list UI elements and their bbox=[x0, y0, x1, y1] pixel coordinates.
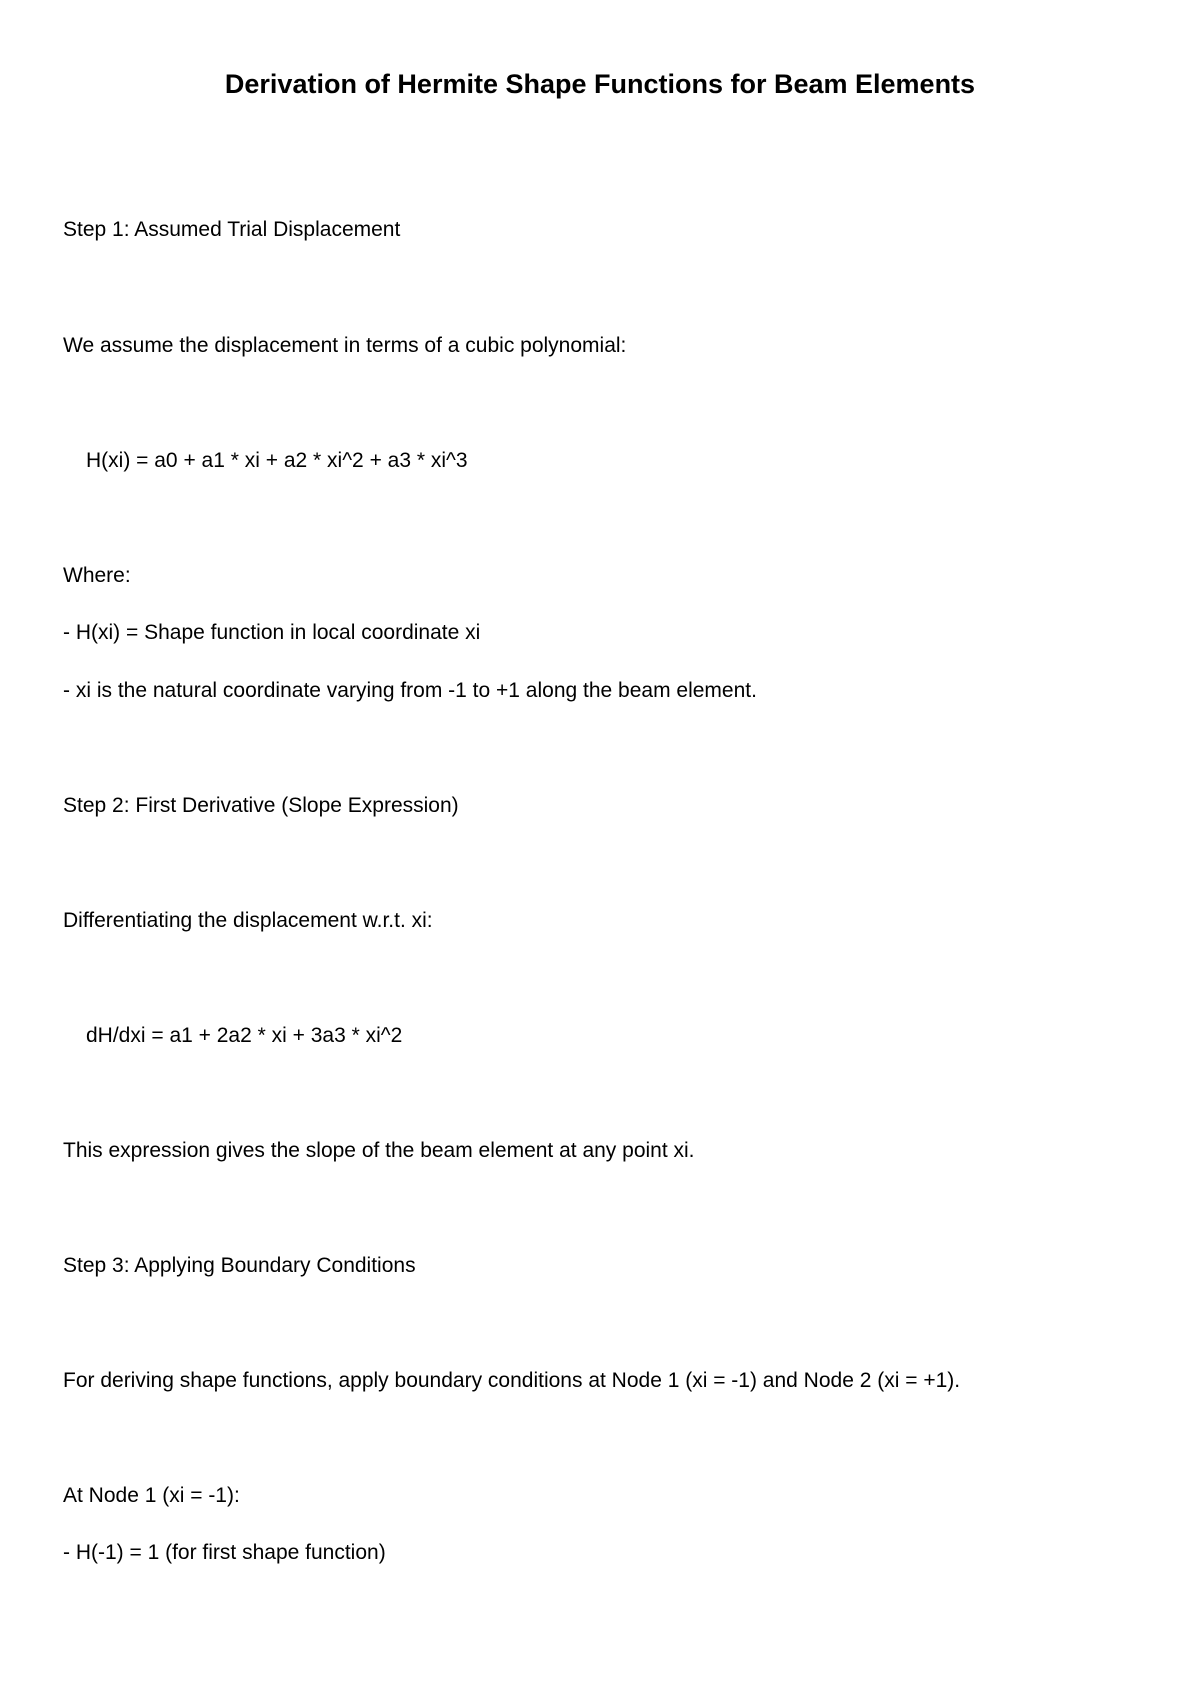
step1-equation: H(xi) = a0 + a1 * xi + a2 * xi^2 + a3 * xi^3 bbox=[86, 449, 468, 472]
step2-equation: dH/dxi = a1 + 2a2 * xi + 3a3 * xi^2 bbox=[86, 1024, 403, 1047]
step2-intro: Differentiating the displacement w.r.t. xi: bbox=[63, 909, 433, 932]
step1-where-label: Where: bbox=[63, 564, 131, 587]
step2-heading: Step 2: First Derivative (Slope Expression) bbox=[63, 794, 459, 817]
step1-where-item: - H(xi) = Shape function in local coordinate xi bbox=[63, 621, 481, 644]
document-title: Derivation of Hermite Shape Functions for Beam Elements bbox=[224, 69, 976, 99]
step1-where-item: - xi is the natural coordinate varying from -1 to +1 along the beam element. bbox=[63, 679, 757, 702]
step1-intro: We assume the displacement in terms of a cubic polynomial: bbox=[63, 334, 627, 357]
step3-intro: For deriving shape functions, apply boundary conditions at Node 1 (xi = -1) and Node 2 (xi = +1). bbox=[63, 1369, 961, 1392]
step3-heading: Step 3: Applying Boundary Conditions bbox=[63, 1254, 416, 1277]
step3-node1-item: - H(-1) = 1 (for first shape function) bbox=[63, 1541, 386, 1564]
step3-node1-label: At Node 1 (xi = -1): bbox=[63, 1484, 240, 1507]
step1-heading: Step 1: Assumed Trial Displacement bbox=[63, 218, 401, 241]
step2-note: This expression gives the slope of the beam element at any point xi. bbox=[63, 1139, 695, 1162]
